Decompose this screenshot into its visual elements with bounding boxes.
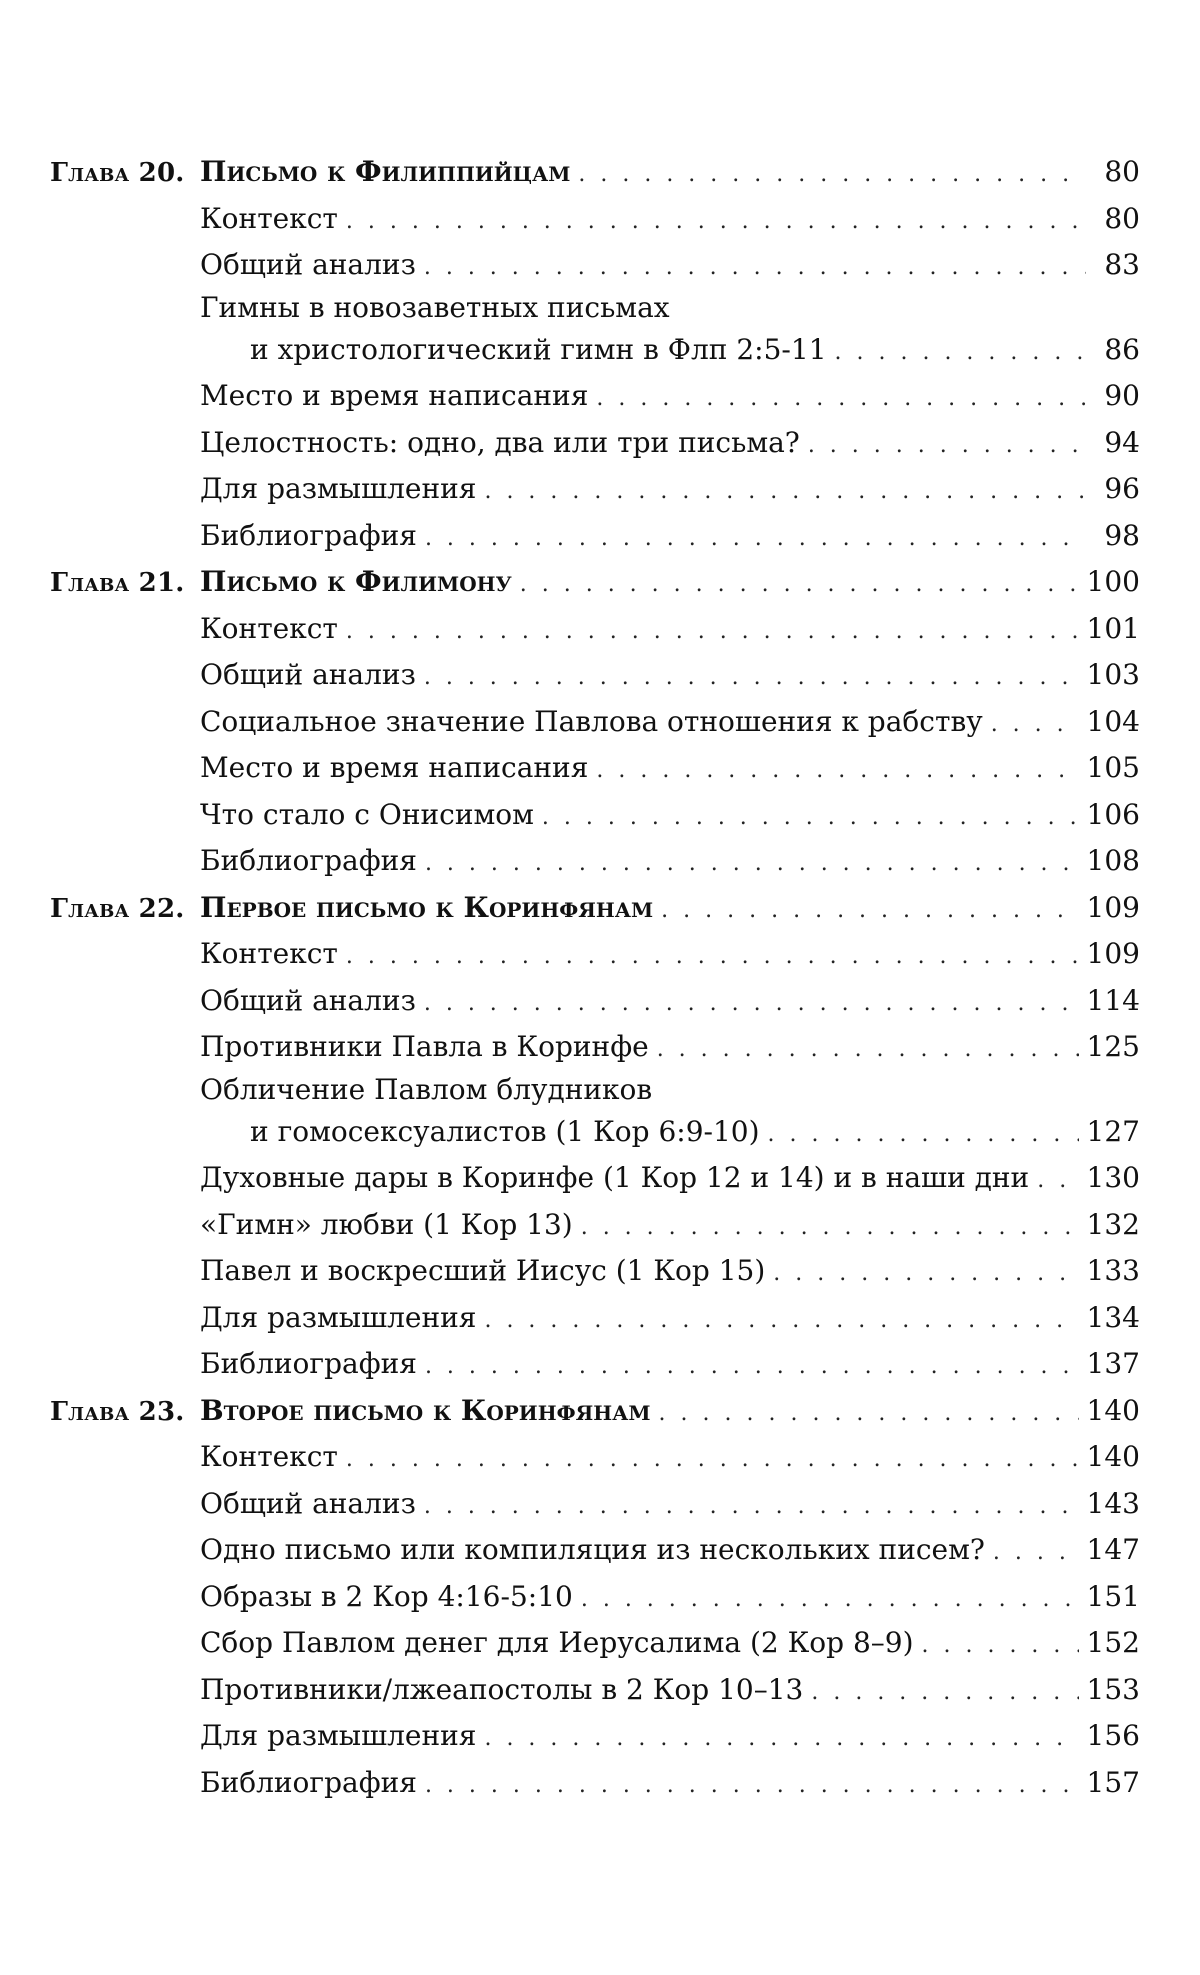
section-title: Библиография [200, 518, 417, 552]
chapter-22 [50, 885, 1140, 1388]
dot-leader [346, 1437, 1079, 1484]
toc-entry[interactable] [50, 1481, 1140, 1528]
chapter-heading[interactable] [50, 149, 1140, 196]
page-number: 152 [1086, 1626, 1140, 1659]
section-title: Противники Павла в Коринфе [200, 1030, 649, 1063]
page-number: 109 [1086, 937, 1140, 970]
toc-entry[interactable] [50, 1574, 1140, 1621]
dot-leader [578, 152, 1086, 199]
toc-entry[interactable] [50, 373, 1140, 420]
dot-leader [596, 748, 1078, 795]
dot-leader [596, 376, 1086, 423]
page-number: 147 [1086, 1533, 1140, 1566]
toc-entry[interactable] [50, 1202, 1140, 1249]
toc-entry[interactable] [50, 1155, 1140, 1202]
page-number: 140 [1086, 1393, 1140, 1427]
dot-leader [657, 1027, 1079, 1074]
toc-entry[interactable] [50, 838, 1140, 885]
toc-entry[interactable] [50, 978, 1140, 1025]
section-title: «Гимн» любви (1 Кор 13) [200, 1207, 573, 1241]
section-title: Контекст [200, 201, 338, 235]
toc-entry[interactable] [50, 1713, 1140, 1760]
chapter-title: Второе письмо к Коринфянам [200, 1393, 651, 1427]
page-number: 90 [1104, 379, 1140, 412]
dot-leader [424, 655, 1079, 702]
toc-entry[interactable] [50, 1434, 1140, 1481]
page-number: 100 [1086, 565, 1140, 598]
page-number: 108 [1086, 844, 1140, 877]
page-number: 137 [1086, 1347, 1140, 1380]
page-number: 86 [1104, 332, 1140, 366]
page-number: 153 [1086, 1672, 1140, 1706]
page-number: 143 [1086, 1486, 1140, 1520]
section-title: Для размышления [200, 1300, 477, 1334]
toc-entry[interactable] [50, 1295, 1140, 1342]
dot-leader [991, 702, 1079, 749]
page-number: 127 [1086, 1114, 1140, 1148]
page-number: 151 [1086, 1579, 1140, 1613]
chapter-21 [50, 559, 1140, 885]
section-title: Сбор Павлом денег для Иерусалима (2 Кор 8–9) [200, 1626, 914, 1659]
section-title: Общий анализ [200, 1486, 416, 1520]
toc-entry[interactable] [50, 745, 1140, 792]
dot-leader [808, 423, 1086, 470]
dot-leader [1037, 1158, 1078, 1205]
page-number: 94 [1104, 425, 1140, 459]
page-number: 96 [1104, 472, 1140, 505]
page-number: 83 [1104, 248, 1140, 281]
toc-entry[interactable] [50, 652, 1140, 699]
dot-leader [922, 1623, 1079, 1670]
dot-leader [581, 1205, 1079, 1252]
dot-leader [425, 1763, 1079, 1810]
section-title: Место и время написания [200, 379, 589, 412]
section-title: Библиография [200, 844, 417, 877]
toc-entry[interactable] [50, 1667, 1140, 1714]
section-title: Библиография [200, 1347, 417, 1380]
page-number: 133 [1086, 1254, 1140, 1287]
section-title: Для размышления [200, 472, 477, 505]
dot-leader [542, 795, 1079, 842]
section-title: Общий анализ [200, 983, 416, 1017]
section-title: Контекст [200, 937, 338, 970]
toc-entry[interactable] [50, 1620, 1140, 1667]
toc-entry[interactable] [50, 1341, 1140, 1388]
section-title: Гимны в новозаветных письмах [200, 290, 670, 324]
toc-entry[interactable] [50, 242, 1140, 289]
toc-entry[interactable] [50, 792, 1140, 839]
dot-leader [484, 1298, 1078, 1345]
toc-entry-continuation[interactable] [50, 1109, 1140, 1156]
page-number: 157 [1086, 1765, 1140, 1799]
dot-leader [425, 841, 1079, 888]
toc-entry[interactable] [50, 699, 1140, 746]
section-title: Общий анализ [200, 658, 416, 691]
section-title: Контекст [200, 1440, 338, 1473]
chapter-title: Письмо к Филиппийцам [200, 155, 571, 188]
page-number: 130 [1086, 1161, 1140, 1194]
section-title: Обличение Павлом блудников [200, 1072, 653, 1106]
page-number: 80 [1104, 155, 1140, 188]
dot-leader [424, 1484, 1079, 1531]
page-number: 104 [1086, 704, 1140, 738]
dot-leader [661, 888, 1078, 935]
toc-entry-continuation[interactable] [50, 327, 1140, 374]
section-title: Что стало с Онисимом [200, 797, 534, 831]
section-title: Социальное значение Павлова отношения к рабству [200, 704, 983, 738]
dot-leader [773, 1251, 1078, 1298]
section-title: Образы в 2 Кор 4:16-5:10 [200, 1579, 573, 1613]
toc-entry[interactable] [50, 1760, 1140, 1807]
section-title: Противники/лжеапостолы в 2 Кор 10–13 [200, 1672, 804, 1706]
dot-leader [768, 1112, 1079, 1159]
section-title: Целостность: одно, два или три письма? [200, 425, 800, 459]
section-title-continuation: и гомосексуалистов (1 Кор 6:9-10) [250, 1114, 760, 1148]
toc-entry[interactable] [50, 1527, 1140, 1574]
section-title-continuation: и христологический гимн в Флп 2:5-11 [250, 332, 827, 366]
toc-entry[interactable] [50, 196, 1140, 243]
dot-leader [425, 1344, 1079, 1391]
page-number: 156 [1086, 1719, 1140, 1752]
section-title: Место и время написания [200, 751, 589, 784]
toc-entry[interactable] [50, 606, 1140, 653]
toc-entry[interactable] [50, 420, 1140, 467]
chapter-heading[interactable] [50, 559, 1140, 606]
dot-leader [346, 199, 1086, 246]
section-title: Одно письмо или компиляция из нескольких писем? [200, 1533, 985, 1566]
chapter-20 [50, 149, 1140, 559]
dot-leader [346, 934, 1079, 981]
page-number: 114 [1086, 983, 1140, 1017]
chapter-label: Глава 20. [50, 158, 185, 188]
section-title: Общий анализ [200, 248, 416, 281]
section-title: Контекст [200, 611, 338, 645]
section-title: Для размышления [200, 1719, 477, 1752]
toc-entry[interactable] [50, 289, 1140, 327]
dot-leader [520, 562, 1079, 609]
dot-leader [659, 1391, 1079, 1438]
dot-leader [581, 1577, 1079, 1624]
dot-leader [424, 981, 1079, 1028]
dot-leader [425, 516, 1086, 563]
chapter-23 [50, 1388, 1140, 1807]
page-number: 105 [1086, 751, 1140, 784]
chapter-heading[interactable] [50, 885, 1140, 932]
page-number: 140 [1086, 1440, 1140, 1473]
chapter-heading[interactable] [50, 1388, 1140, 1435]
dot-leader [346, 609, 1079, 656]
page-number: 80 [1104, 201, 1140, 235]
toc-entry[interactable] [50, 1071, 1140, 1109]
toc-entry[interactable] [50, 1248, 1140, 1295]
page-number: 134 [1086, 1300, 1140, 1334]
dot-leader [835, 330, 1086, 377]
page-number: 98 [1104, 518, 1140, 552]
page-number: 132 [1086, 1207, 1140, 1241]
page-number: 109 [1086, 890, 1140, 924]
dot-leader [484, 1716, 1078, 1763]
toc-entry[interactable] [50, 1024, 1140, 1071]
section-title: Павел и воскресший Иисус (1 Кор 15) [200, 1254, 766, 1287]
dot-leader [484, 469, 1086, 516]
table-of-contents [50, 149, 1140, 1806]
chapter-label: Глава 22. [50, 893, 185, 924]
chapter-label: Глава 23. [50, 1396, 185, 1427]
toc-entry[interactable] [50, 513, 1140, 560]
toc-entry[interactable] [50, 466, 1140, 513]
section-title: Библиография [200, 1765, 417, 1799]
chapter-title: Первое письмо к Коринфянам [200, 890, 654, 924]
chapter-label: Глава 21. [50, 568, 185, 598]
dot-leader [811, 1670, 1078, 1717]
page-number: 103 [1086, 658, 1140, 691]
page-number: 125 [1086, 1030, 1140, 1063]
dot-leader [993, 1530, 1079, 1577]
section-title: Духовные дары в Коринфе (1 Кор 12 и 14) и в наши дни [200, 1161, 1030, 1194]
dot-leader [424, 245, 1086, 292]
page-number: 106 [1086, 797, 1140, 831]
toc-entry[interactable] [50, 931, 1140, 978]
chapter-title: Письмо к Филимону [200, 565, 512, 598]
page-number: 101 [1086, 611, 1140, 645]
